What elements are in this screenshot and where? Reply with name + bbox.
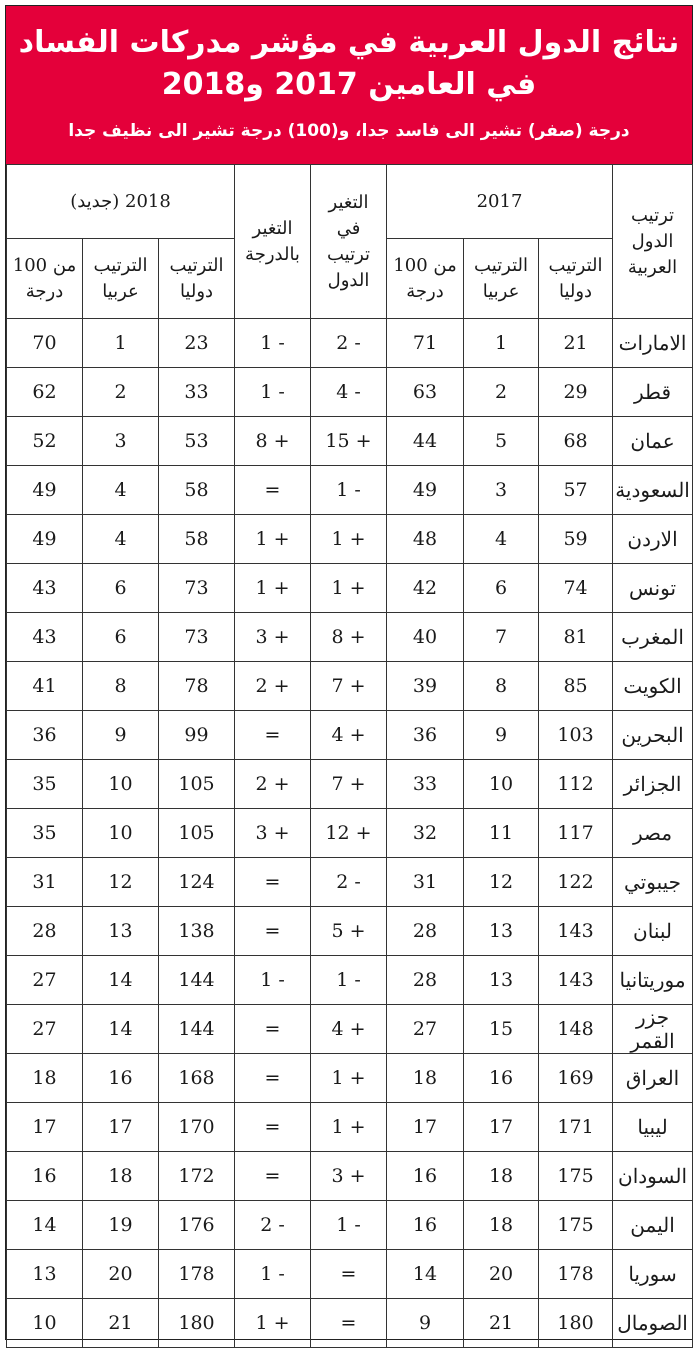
cell-2018-score: 52: [7, 417, 83, 466]
cell-2018-intl-rank: 178: [159, 1250, 235, 1299]
cell-2017-arab-rank: 7: [464, 613, 539, 662]
cell-2018-intl-rank: 73: [159, 613, 235, 662]
cell-2018-intl-rank: 99: [159, 711, 235, 760]
cell-rank-change: 1 +: [311, 1103, 387, 1152]
cell-2017-intl-rank: 29: [539, 368, 613, 417]
cell-2017-score: 40: [387, 613, 464, 662]
header-2018-score: من 100 درجة: [7, 239, 83, 319]
cell-2018-arab-rank: 16: [83, 1054, 159, 1103]
cell-2018-score: 35: [7, 760, 83, 809]
table-row: [7, 760, 693, 809]
cell-score-change: 1 +: [235, 1299, 311, 1348]
chart-frame: [5, 5, 693, 1340]
cell-2017-score: 36: [387, 711, 464, 760]
cell-2018-intl-rank: 58: [159, 466, 235, 515]
cell-score-change: =: [235, 1103, 311, 1152]
cell-rank-change: 5 +: [311, 907, 387, 956]
table-row: [7, 1103, 693, 1152]
cell-country: قطر: [613, 368, 693, 417]
header-group-2018: 2018 (جديد): [7, 165, 235, 239]
cell-country: موريتانيا: [613, 956, 693, 1005]
cell-rank-change: 7 +: [311, 662, 387, 711]
table-row: [7, 956, 693, 1005]
table-row: [7, 662, 693, 711]
cell-2017-arab-rank: 18: [464, 1201, 539, 1250]
cell-rank-change: 12 +: [311, 809, 387, 858]
cell-2018-arab-rank: 8: [83, 662, 159, 711]
cell-2018-arab-rank: 10: [83, 809, 159, 858]
results-table: [6, 164, 693, 1348]
table-row: [7, 858, 693, 907]
cell-2017-score: 28: [387, 907, 464, 956]
table-row: [7, 1299, 693, 1348]
cell-2017-score: 32: [387, 809, 464, 858]
cell-country: الكويت: [613, 662, 693, 711]
header-country: ترتيب الدول العربية: [613, 165, 693, 319]
cell-2018-intl-rank: 105: [159, 760, 235, 809]
cell-2017-arab-rank: 4: [464, 515, 539, 564]
cell-country: السعودية: [613, 466, 693, 515]
cell-2018-arab-rank: 10: [83, 760, 159, 809]
cell-rank-change: =: [311, 1299, 387, 1348]
cell-2018-arab-rank: 9: [83, 711, 159, 760]
cell-2018-arab-rank: 12: [83, 858, 159, 907]
cell-2017-arab-rank: 3: [464, 466, 539, 515]
cell-2017-arab-rank: 16: [464, 1054, 539, 1103]
cell-score-change: 2 +: [235, 662, 311, 711]
header-group-2017: 2017: [387, 165, 613, 239]
cell-country: الجزائر: [613, 760, 693, 809]
cell-2018-intl-rank: 78: [159, 662, 235, 711]
cell-2018-score: 16: [7, 1152, 83, 1201]
table-row: [7, 1005, 693, 1054]
cell-2018-arab-rank: 14: [83, 1005, 159, 1054]
cell-2018-intl-rank: 176: [159, 1201, 235, 1250]
cell-2017-arab-rank: 20: [464, 1250, 539, 1299]
cell-score-change: =: [235, 1005, 311, 1054]
cell-2017-arab-rank: 8: [464, 662, 539, 711]
chart-title-line2: في العامين 2017 و2018: [161, 67, 537, 102]
cell-2017-arab-rank: 13: [464, 907, 539, 956]
cell-country: جيبوتي: [613, 858, 693, 907]
cell-2017-arab-rank: 1: [464, 319, 539, 368]
cell-2018-arab-rank: 4: [83, 466, 159, 515]
cell-2018-score: 18: [7, 1054, 83, 1103]
table-row: [7, 564, 693, 613]
cell-score-change: =: [235, 858, 311, 907]
title-banner: [6, 6, 692, 164]
cell-2018-score: 31: [7, 858, 83, 907]
cell-2018-intl-rank: 58: [159, 515, 235, 564]
cell-2018-score: 10: [7, 1299, 83, 1348]
table-body: [7, 319, 693, 1348]
cell-2018-score: 49: [7, 515, 83, 564]
chart-subtitle: درجة (صفر) تشير الى فاسد جدا، و(100) درجة تشير الى نظيف جدا: [68, 121, 630, 141]
cell-2017-score: 48: [387, 515, 464, 564]
cell-2018-intl-rank: 105: [159, 809, 235, 858]
cell-2017-arab-rank: 17: [464, 1103, 539, 1152]
cell-rank-change: 3 +: [311, 1152, 387, 1201]
cell-country: تونس: [613, 564, 693, 613]
cell-score-change: =: [235, 1054, 311, 1103]
cell-country: جزر القمر: [613, 1005, 693, 1054]
cell-2017-arab-rank: 18: [464, 1152, 539, 1201]
cell-2017-arab-rank: 9: [464, 711, 539, 760]
table-row: [7, 1250, 693, 1299]
cell-country: العراق: [613, 1054, 693, 1103]
cell-2017-intl-rank: 178: [539, 1250, 613, 1299]
table-row: [7, 711, 693, 760]
cell-2018-arab-rank: 19: [83, 1201, 159, 1250]
cell-country: ليبيا: [613, 1103, 693, 1152]
cell-rank-change: 4 +: [311, 1005, 387, 1054]
cell-score-change: 8 +: [235, 417, 311, 466]
cell-2018-score: 27: [7, 1005, 83, 1054]
cell-score-change: 2 -: [235, 1201, 311, 1250]
cell-2018-score: 14: [7, 1201, 83, 1250]
cell-2017-intl-rank: 112: [539, 760, 613, 809]
cell-score-change: 1 -: [235, 368, 311, 417]
cell-2018-score: 36: [7, 711, 83, 760]
cell-2018-arab-rank: 14: [83, 956, 159, 1005]
cell-2018-intl-rank: 73: [159, 564, 235, 613]
cell-2018-arab-rank: 3: [83, 417, 159, 466]
cell-2018-intl-rank: 23: [159, 319, 235, 368]
cell-rank-change: 1 +: [311, 1054, 387, 1103]
cell-country: السودان: [613, 1152, 693, 1201]
cell-country: لبنان: [613, 907, 693, 956]
cell-score-change: 1 -: [235, 956, 311, 1005]
table-row: [7, 613, 693, 662]
cell-2017-score: 49: [387, 466, 464, 515]
cell-2017-score: 28: [387, 956, 464, 1005]
cell-country: سوريا: [613, 1250, 693, 1299]
cell-2018-score: 49: [7, 466, 83, 515]
cell-2017-intl-rank: 143: [539, 907, 613, 956]
cell-2018-intl-rank: 170: [159, 1103, 235, 1152]
cell-2018-intl-rank: 138: [159, 907, 235, 956]
cell-2017-arab-rank: 21: [464, 1299, 539, 1348]
cell-2017-arab-rank: 13: [464, 956, 539, 1005]
cell-score-change: 1 -: [235, 1250, 311, 1299]
cell-rank-change: 4 +: [311, 711, 387, 760]
header-2017-arab-rank: الترتيب عربيا: [464, 239, 539, 319]
cell-rank-change: 1 -: [311, 956, 387, 1005]
cell-country: الصومال: [613, 1299, 693, 1348]
cell-2017-intl-rank: 21: [539, 319, 613, 368]
cell-2017-score: 27: [387, 1005, 464, 1054]
cell-2018-arab-rank: 20: [83, 1250, 159, 1299]
cell-2018-arab-rank: 13: [83, 907, 159, 956]
cell-2018-intl-rank: 53: [159, 417, 235, 466]
cell-2017-intl-rank: 169: [539, 1054, 613, 1103]
cell-score-change: =: [235, 466, 311, 515]
cell-score-change: =: [235, 711, 311, 760]
cell-2017-score: 9: [387, 1299, 464, 1348]
cell-2018-arab-rank: 4: [83, 515, 159, 564]
table-row: [7, 368, 693, 417]
cell-rank-change: 15 +: [311, 417, 387, 466]
cell-2017-arab-rank: 15: [464, 1005, 539, 1054]
cell-2017-arab-rank: 12: [464, 858, 539, 907]
cell-2018-score: 28: [7, 907, 83, 956]
cell-2018-intl-rank: 124: [159, 858, 235, 907]
cell-2017-intl-rank: 122: [539, 858, 613, 907]
cell-2017-intl-rank: 117: [539, 809, 613, 858]
cell-2017-intl-rank: 180: [539, 1299, 613, 1348]
cell-2018-intl-rank: 180: [159, 1299, 235, 1348]
cell-rank-change: 4 -: [311, 368, 387, 417]
cell-rank-change: 1 -: [311, 1201, 387, 1250]
cell-2017-score: 33: [387, 760, 464, 809]
cell-rank-change: 1 +: [311, 564, 387, 613]
cell-2017-intl-rank: 103: [539, 711, 613, 760]
cell-2017-intl-rank: 143: [539, 956, 613, 1005]
cell-2018-arab-rank: 21: [83, 1299, 159, 1348]
cell-2017-intl-rank: 59: [539, 515, 613, 564]
cell-2018-score: 62: [7, 368, 83, 417]
cell-score-change: 1 +: [235, 515, 311, 564]
cell-2017-intl-rank: 175: [539, 1201, 613, 1250]
cell-2018-arab-rank: 6: [83, 613, 159, 662]
cell-rank-change: 1 -: [311, 466, 387, 515]
cell-rank-change: 7 +: [311, 760, 387, 809]
cell-score-change: 1 +: [235, 564, 311, 613]
cell-2018-arab-rank: 18: [83, 1152, 159, 1201]
cell-rank-change: 1 +: [311, 515, 387, 564]
cell-2017-arab-rank: 2: [464, 368, 539, 417]
header-2017-score: من 100 درجة: [387, 239, 464, 319]
cell-2018-score: 13: [7, 1250, 83, 1299]
table-row: [7, 1054, 693, 1103]
cell-2018-score: 43: [7, 564, 83, 613]
cell-2017-score: 44: [387, 417, 464, 466]
cell-2017-arab-rank: 5: [464, 417, 539, 466]
chart-title-line1: نتائج الدول العربية في مؤشر مدركات الفساد: [18, 25, 680, 60]
header-2017-intl-rank: الترتيب دوليا: [539, 239, 613, 319]
cell-score-change: =: [235, 1152, 311, 1201]
cell-score-change: 3 +: [235, 613, 311, 662]
cell-2018-arab-rank: 2: [83, 368, 159, 417]
cell-country: الاردن: [613, 515, 693, 564]
cell-2017-arab-rank: 11: [464, 809, 539, 858]
cell-country: مصر: [613, 809, 693, 858]
cell-2017-arab-rank: 6: [464, 564, 539, 613]
cell-score-change: 2 +: [235, 760, 311, 809]
cell-2018-score: 43: [7, 613, 83, 662]
cell-2018-score: 17: [7, 1103, 83, 1152]
header-rank-change: التغير في ترتيب الدول: [311, 165, 387, 319]
cell-2017-intl-rank: 175: [539, 1152, 613, 1201]
cell-2018-intl-rank: 33: [159, 368, 235, 417]
cell-2017-score: 14: [387, 1250, 464, 1299]
cell-2017-arab-rank: 10: [464, 760, 539, 809]
cell-2018-arab-rank: 17: [83, 1103, 159, 1152]
cell-2017-score: 42: [387, 564, 464, 613]
cell-2017-score: 31: [387, 858, 464, 907]
cell-country: المغرب: [613, 613, 693, 662]
cell-2018-score: 35: [7, 809, 83, 858]
cell-2018-intl-rank: 144: [159, 956, 235, 1005]
cell-score-change: 1 -: [235, 319, 311, 368]
table-row: [7, 466, 693, 515]
cell-score-change: 3 +: [235, 809, 311, 858]
header-2018-intl-rank: الترتيب دوليا: [159, 239, 235, 319]
table-row: [7, 907, 693, 956]
cell-2017-intl-rank: 68: [539, 417, 613, 466]
cell-country: عمان: [613, 417, 693, 466]
cell-2017-intl-rank: 85: [539, 662, 613, 711]
header-score-change: التغير بالدرجة: [235, 165, 311, 319]
cell-2017-intl-rank: 171: [539, 1103, 613, 1152]
table-row: [7, 1152, 693, 1201]
cell-2017-intl-rank: 74: [539, 564, 613, 613]
cell-2017-score: 16: [387, 1152, 464, 1201]
cell-rank-change: 8 +: [311, 613, 387, 662]
cell-2018-score: 41: [7, 662, 83, 711]
cell-2017-intl-rank: 57: [539, 466, 613, 515]
cell-rank-change: =: [311, 1250, 387, 1299]
cell-2017-score: 17: [387, 1103, 464, 1152]
cell-score-change: =: [235, 907, 311, 956]
cell-2018-intl-rank: 168: [159, 1054, 235, 1103]
cell-2018-arab-rank: 6: [83, 564, 159, 613]
cell-2017-score: 71: [387, 319, 464, 368]
cell-2017-score: 39: [387, 662, 464, 711]
cell-2017-intl-rank: 148: [539, 1005, 613, 1054]
cell-2017-score: 63: [387, 368, 464, 417]
table-row: [7, 417, 693, 466]
table-row: [7, 515, 693, 564]
cell-2017-intl-rank: 81: [539, 613, 613, 662]
table-row: [7, 1201, 693, 1250]
header-2018-arab-rank: الترتيب عربيا: [83, 239, 159, 319]
cell-country: الامارات: [613, 319, 693, 368]
cell-country: اليمن: [613, 1201, 693, 1250]
cell-2018-score: 70: [7, 319, 83, 368]
table-row: [7, 809, 693, 858]
cell-2017-score: 18: [387, 1054, 464, 1103]
cell-2018-score: 27: [7, 956, 83, 1005]
cell-2017-score: 16: [387, 1201, 464, 1250]
cell-rank-change: 2 -: [311, 858, 387, 907]
cell-2018-intl-rank: 144: [159, 1005, 235, 1054]
cell-country: البحرين: [613, 711, 693, 760]
cell-2018-intl-rank: 172: [159, 1152, 235, 1201]
cell-rank-change: 2 -: [311, 319, 387, 368]
table-row: [7, 319, 693, 368]
cell-2018-arab-rank: 1: [83, 319, 159, 368]
